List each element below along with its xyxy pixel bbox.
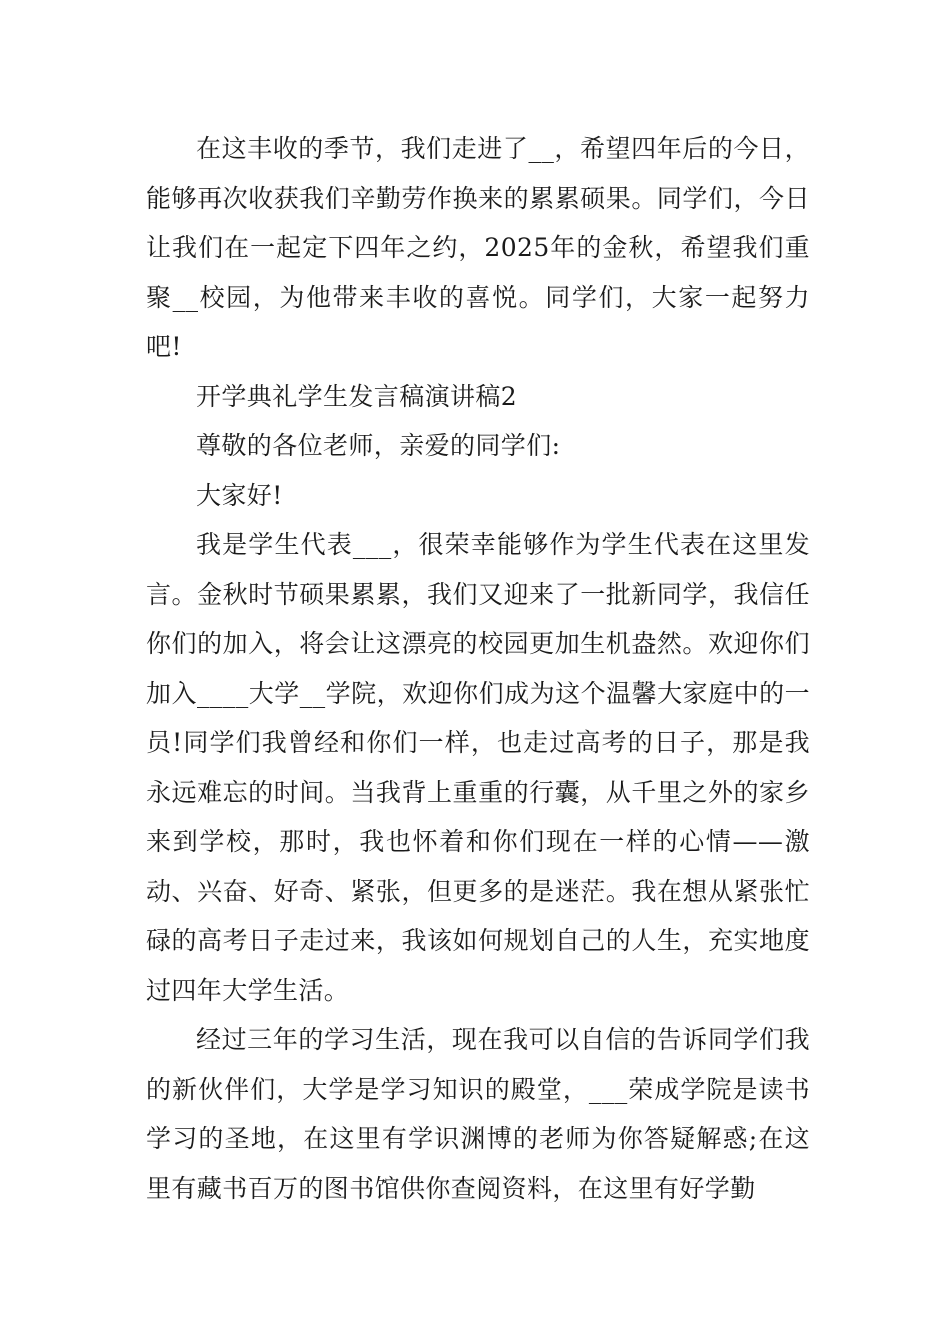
document-body <box>146 124 810 1213</box>
paragraph-college-life: 经过三年的学习生活，现在我可以自信的告诉同学们我的新伙伴们，大学是学习知识的殿堂，___荣成学院是读书学习的圣地，在这里有学识渊博的老师为你答疑解惑;在这里有藏书百万的图书馆供你查阅资料，在这里有好学勤 <box>146 1025 810 1203</box>
salutation: 尊敬的各位老师，亲爱的同学们: <box>196 431 561 460</box>
paragraph-introduction: 我是学生代表___，很荣幸能够作为学生代表在这里发言。金秋时节硕果累累，我们又迎来了一批新同学，我信任你们的加入，将会让这漂亮的校园更加生机盎然。欢迎你们加入____大学__学院，欢迎你们成为这个温馨大家庭中的一员!同学们我曾经和你们一样，也走过高考的日子，那是我永远难忘的时间。当我背上重重的行囊，从千里之外的家乡来到学校，那时，我也怀着和你们现在一样的心情——激动、兴奋、好奇、紧张，但更多的是迷茫。我在想从紧张忙碌的高考日子走过来，我该如何规划自己的人生，充实地度过四年大学生活。 <box>146 530 810 1005</box>
speech-title: 开学典礼学生发言稿演讲稿2 <box>196 381 518 411</box>
paragraph-closing-wish: 在这丰收的季节，我们走进了__，希望四年后的今日，能够再次收获我们辛勤劳作换来的累累硕果。同学们，今日让我们在一起定下四年之约，2025年的金秋，希望我们重聚__校园，为他带来丰收的喜悦。同学们，大家一起努力吧! <box>146 134 810 361</box>
greeting: 大家好! <box>196 480 283 510</box>
